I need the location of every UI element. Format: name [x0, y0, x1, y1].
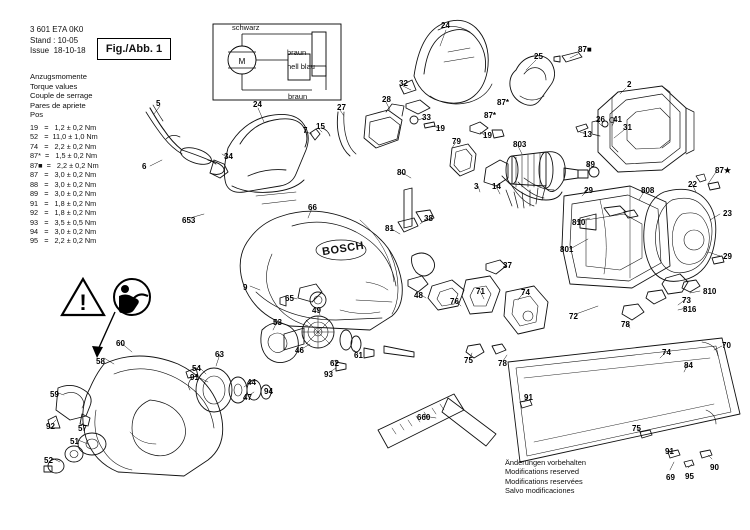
bosch-logo-text: BOSCH	[321, 239, 365, 259]
callout-c23: 23	[723, 209, 732, 218]
callout-c75a: 75	[464, 356, 473, 365]
callout-c76a: 76	[450, 297, 459, 306]
callout-c22: 22	[688, 180, 697, 189]
torque-row: 89 = 3,0 ± 0,2 Nm	[30, 189, 97, 199]
callout-c94: 94	[264, 387, 273, 396]
callout-c72: 72	[569, 312, 578, 321]
callout-c24b: 24	[441, 21, 450, 30]
callout-c51: 51	[70, 437, 79, 446]
torque-row: 91 = 1,8 ± 0,2 Nm	[30, 198, 97, 208]
callout-c58: 58	[96, 357, 105, 366]
callout-c91c: 91	[665, 447, 674, 456]
torque-heading-en: Torque values	[30, 81, 78, 91]
callout-c31: 31	[623, 123, 632, 132]
callout-c41: 41	[613, 115, 622, 124]
callout-c803: 803	[513, 140, 527, 149]
stand-line: Stand : 10-05	[30, 35, 79, 45]
torque-row: 87* = 1,5 ± 0,2 Nm	[30, 151, 98, 161]
callout-c47: 47	[243, 393, 252, 402]
callout-c91b: 91	[524, 393, 533, 402]
callout-c71: 71	[476, 287, 485, 296]
callout-c79: 79	[452, 137, 461, 146]
callout-c62: 62	[330, 359, 339, 368]
callout-c87s2: 87*	[484, 111, 497, 120]
schematic-label-lightblue: hell blau	[287, 62, 315, 71]
callout-c44: 44	[247, 378, 256, 387]
callout-c816: 816	[683, 305, 697, 314]
torque-row: 19 = 1,2 ± 0,2 Nm	[30, 123, 97, 132]
callout-c63: 63	[215, 350, 224, 359]
callout-c74a: 74	[521, 288, 530, 297]
callout-c32: 32	[399, 79, 408, 88]
callout-c49: 49	[312, 306, 321, 315]
part-number: 3 601 E7A 0K0	[30, 25, 84, 34]
callout-c60: 60	[116, 339, 125, 348]
callout-c87st: 87★	[715, 166, 732, 175]
torque-heading-es: Pares de apriete	[30, 100, 86, 110]
schematic-label-brown-top: braun	[287, 48, 307, 57]
callout-c38: 38	[424, 214, 433, 223]
callout-c19b: 19	[483, 131, 492, 140]
torque-row: 88 = 3,0 ± 0,2 Nm	[30, 179, 97, 189]
callout-c73: 73	[682, 296, 691, 305]
callout-c65: 65	[285, 294, 294, 303]
torque-row: 74 = 2,2 ± 0,2 Nm	[30, 141, 97, 151]
torque-heading-de: Anzugsmomente	[30, 72, 87, 81]
callout-c29a: 29	[584, 186, 593, 195]
torque-row: 87■ = 2,2 ± 0,2 Nm	[30, 160, 99, 170]
callout-c78a: 78	[621, 320, 630, 329]
callout-c59: 59	[50, 390, 59, 399]
torque-row: 92 = 1,8 ± 0,2 Nm	[30, 208, 97, 218]
torque-heading-fr: Couple de serrage	[30, 91, 93, 101]
callout-c91a: 91	[190, 373, 199, 382]
torque-row: 52 = 11,0 ± 1,0 Nm	[30, 132, 98, 142]
svg-text:M: M	[238, 57, 246, 66]
callout-c3: 3	[474, 182, 479, 191]
note-en: Modifications reserved	[505, 467, 579, 477]
callout-c29b: 29	[723, 252, 732, 261]
callout-c33: 33	[422, 113, 431, 122]
note-es: Salvo modificaciones	[505, 486, 575, 496]
callout-c14: 14	[492, 182, 501, 191]
callout-c87sq: 87■	[578, 45, 592, 54]
callout-c801: 801	[560, 245, 574, 254]
note-fr: Modifications reservées	[505, 476, 583, 486]
callout-c810a: 810	[572, 218, 586, 227]
callout-c92: 92	[46, 422, 55, 431]
callout-c27: 27	[337, 103, 346, 112]
callout-c89: 89	[586, 160, 595, 169]
callout-c653: 653	[182, 216, 196, 225]
callout-c7: 7	[303, 126, 308, 135]
callout-c52: 52	[44, 456, 53, 465]
callout-c34: 34	[224, 152, 233, 161]
callout-c90: 90	[710, 463, 719, 472]
figure-label: Fig./Abb. 1	[105, 43, 163, 55]
svg-text:!: !	[79, 290, 87, 315]
callout-c66: 66	[308, 203, 317, 212]
callout-c808: 808	[641, 186, 655, 195]
callout-c28: 28	[382, 95, 391, 104]
schematic-label-black: schwarz	[232, 23, 260, 32]
callout-c78b: 78	[498, 359, 507, 368]
callout-c57: 57	[78, 424, 87, 433]
callout-c24a: 24	[253, 100, 262, 109]
callout-c48: 48	[414, 291, 423, 300]
callout-c70: 70	[722, 341, 731, 350]
callout-c25: 25	[534, 52, 543, 61]
callout-c5: 5	[156, 99, 161, 108]
callout-c61: 61	[354, 351, 363, 360]
torque-row: 95 = 2,2 ± 0,2 Nm	[30, 236, 97, 246]
schematic-label-brown-bottom: braun	[288, 92, 308, 101]
callout-c46: 46	[295, 346, 304, 355]
callout-c13: 13	[583, 130, 592, 139]
callout-c53: 53	[273, 318, 282, 327]
callout-c87s: 87*	[497, 98, 510, 107]
callout-c15: 15	[316, 122, 325, 131]
torque-row: 94 = 3,0 ± 0,2 Nm	[30, 226, 97, 236]
callout-c75b: 75	[632, 424, 641, 433]
callout-c54: 54	[192, 364, 201, 373]
callout-c810b: 810	[703, 287, 717, 296]
callout-c69: 69	[666, 473, 675, 482]
issue-line: Issue 18-10-18	[30, 46, 86, 56]
callout-c2: 2	[627, 80, 632, 89]
torque-row: 93 = 3,5 ± 0,5 Nm	[30, 217, 97, 227]
callout-c26: 26	[596, 115, 605, 124]
torque-heading-pos: Pos	[30, 110, 44, 120]
modifications-reserved-note	[505, 458, 586, 496]
callout-c660: 660	[417, 413, 431, 422]
callout-c9: 9	[243, 283, 248, 292]
callout-c19a: 19	[436, 124, 445, 133]
callout-c95: 95	[685, 472, 694, 481]
note-de: Änderungen vorbehalten	[505, 458, 586, 467]
callout-c93: 93	[324, 370, 333, 379]
torque-row: 87 = 3,0 ± 0,2 Nm	[30, 170, 97, 180]
callout-c74b: 74	[662, 348, 671, 357]
callout-c37: 37	[503, 261, 512, 270]
callout-c84: 84	[684, 361, 693, 370]
callout-c81: 81	[385, 224, 394, 233]
callout-c6: 6	[142, 162, 147, 171]
callout-c80: 80	[397, 168, 406, 177]
